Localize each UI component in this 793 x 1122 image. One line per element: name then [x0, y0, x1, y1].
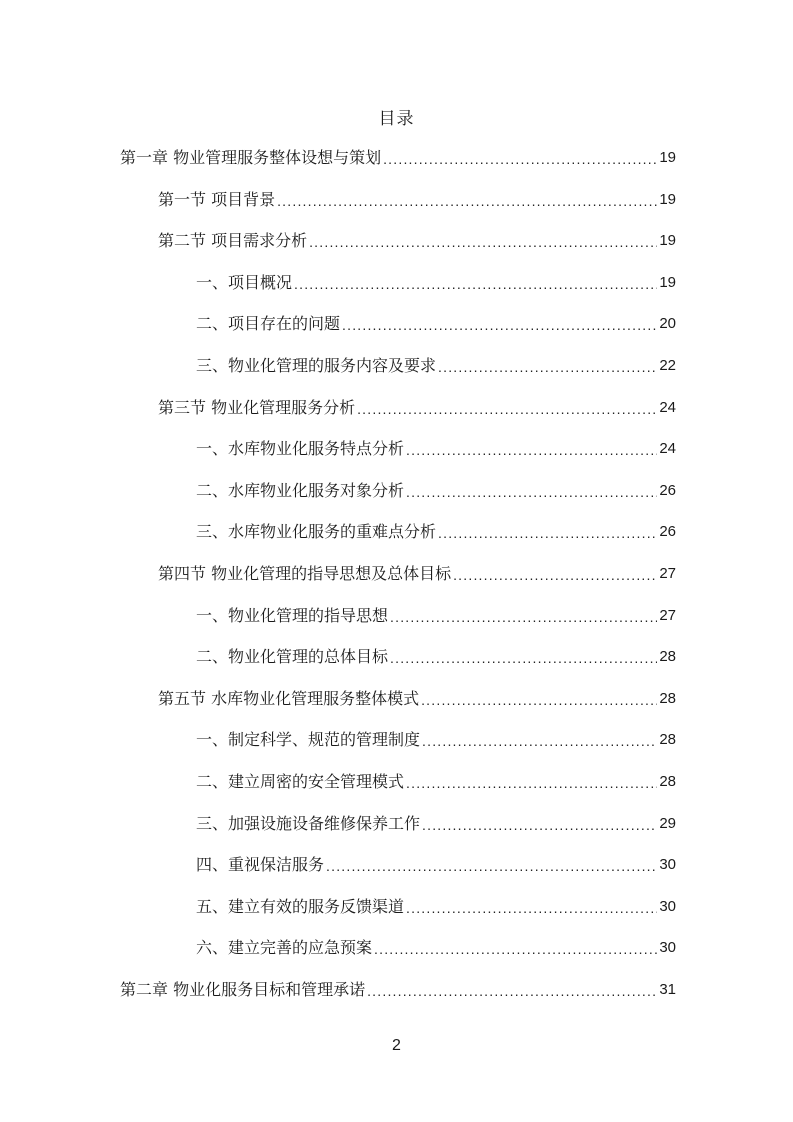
toc-entry-subsection[interactable] — [196, 896, 676, 918]
dot-leader — [438, 523, 657, 543]
toc-entry-page: 19 — [659, 232, 676, 249]
toc-entry-page: 19 — [659, 149, 676, 166]
toc-entry-label: 第一章 物业管理服务整体设想与策划 — [120, 148, 382, 167]
toc-entry-subsection[interactable] — [196, 355, 676, 377]
toc-entry-page: 19 — [659, 274, 676, 291]
toc-entry-page: 22 — [659, 357, 676, 374]
toc-entry-section[interactable] — [158, 189, 676, 211]
toc-entry-page: 27 — [659, 565, 676, 582]
dot-leader — [406, 773, 657, 793]
toc-entry-label: 第四节 物业化管理的指导思想及总体目标 — [158, 564, 452, 583]
toc-entry-label: 第三节 物业化管理服务分析 — [158, 398, 356, 417]
dot-leader — [342, 315, 657, 335]
toc-entry-page: 30 — [659, 898, 676, 915]
toc-entry-page: 24 — [659, 440, 676, 457]
dot-leader — [406, 482, 657, 502]
dot-leader — [453, 565, 657, 585]
dot-leader — [438, 357, 657, 377]
toc-entry-section[interactable] — [158, 688, 676, 710]
toc-entry-label: 三、加强设施设备维修保养工作 — [196, 814, 421, 833]
toc-entry-subsection[interactable] — [196, 646, 676, 668]
dot-leader — [406, 898, 657, 918]
dot-leader — [421, 690, 657, 710]
page-number: 2 — [392, 1037, 401, 1054]
toc-entry-subsection[interactable] — [196, 480, 676, 502]
dot-leader — [357, 399, 657, 419]
toc-entry-section[interactable] — [158, 563, 676, 585]
toc-entry-subsection[interactable] — [196, 438, 676, 460]
toc-entry-section[interactable] — [158, 230, 676, 252]
toc-entry-subsection[interactable] — [196, 605, 676, 627]
dot-leader — [390, 607, 657, 627]
toc-title: 目录 — [378, 109, 415, 129]
toc-entry-page: 19 — [659, 191, 676, 208]
toc-entry-page: 30 — [659, 856, 676, 873]
toc-entry-page: 27 — [659, 607, 676, 624]
toc-entry-subsection[interactable] — [196, 521, 676, 543]
dot-leader — [277, 191, 657, 211]
dot-leader — [390, 648, 657, 668]
toc-entry-section[interactable] — [158, 397, 676, 419]
toc-entry-label: 三、水库物业化服务的重难点分析 — [196, 522, 437, 541]
toc-entry-label: 一、制定科学、规范的管理制度 — [196, 730, 421, 749]
toc-entry-subsection[interactable] — [196, 313, 676, 335]
toc-entry-label: 四、重视保洁服务 — [196, 855, 325, 874]
dot-leader — [406, 440, 657, 460]
toc-entry-subsection[interactable] — [196, 771, 676, 793]
toc-entry-page: 24 — [659, 399, 676, 416]
toc-entry-label: 二、建立周密的安全管理模式 — [196, 772, 405, 791]
dot-leader — [422, 815, 657, 835]
toc-entry-label: 一、水库物业化服务特点分析 — [196, 439, 405, 458]
toc-entry-page: 31 — [659, 981, 676, 998]
toc-entry-page: 28 — [659, 648, 676, 665]
toc-entry-label: 二、项目存在的问题 — [196, 314, 341, 333]
toc-entry-label: 一、项目概况 — [196, 273, 293, 292]
toc-entry-label: 二、物业化管理的总体目标 — [196, 647, 389, 666]
toc-entry-subsection[interactable] — [196, 937, 676, 959]
toc-entry-subsection[interactable] — [196, 272, 676, 294]
dot-leader — [383, 149, 657, 169]
toc-entry-page: 28 — [659, 690, 676, 707]
toc-entry-page: 26 — [659, 482, 676, 499]
toc-entry-page: 29 — [659, 815, 676, 832]
toc-entry-subsection[interactable] — [196, 729, 676, 751]
toc-entry-label: 六、建立完善的应急预案 — [196, 938, 373, 957]
toc-entry-label: 第二章 物业化服务目标和管理承诺 — [120, 980, 366, 999]
toc-entry-page: 28 — [659, 773, 676, 790]
dot-leader — [367, 981, 657, 1001]
toc-entry-label: 第一节 项目背景 — [158, 190, 276, 209]
dot-leader — [374, 939, 657, 959]
dot-leader — [422, 731, 657, 751]
toc-entry-chapter-1[interactable] — [120, 147, 676, 169]
toc-entry-chapter-2[interactable] — [120, 979, 676, 1001]
dot-leader — [326, 856, 657, 876]
toc-entry-label: 一、物业化管理的指导思想 — [196, 606, 389, 625]
toc-entry-page: 26 — [659, 523, 676, 540]
toc-entry-label: 三、物业化管理的服务内容及要求 — [196, 356, 437, 375]
toc-entry-subsection[interactable] — [196, 813, 676, 835]
toc-entry-label: 五、建立有效的服务反馈渠道 — [196, 897, 405, 916]
toc-entry-page: 20 — [659, 315, 676, 332]
dot-leader — [294, 274, 657, 294]
toc-entry-subsection[interactable] — [196, 854, 676, 876]
toc-entry-page: 30 — [659, 939, 676, 956]
dot-leader — [309, 232, 657, 252]
toc-entry-page: 28 — [659, 731, 676, 748]
toc-entry-label: 二、水库物业化服务对象分析 — [196, 481, 405, 500]
toc-entry-label: 第二节 项目需求分析 — [158, 231, 308, 250]
toc-entry-label: 第五节 水库物业化管理服务整体模式 — [158, 689, 420, 708]
